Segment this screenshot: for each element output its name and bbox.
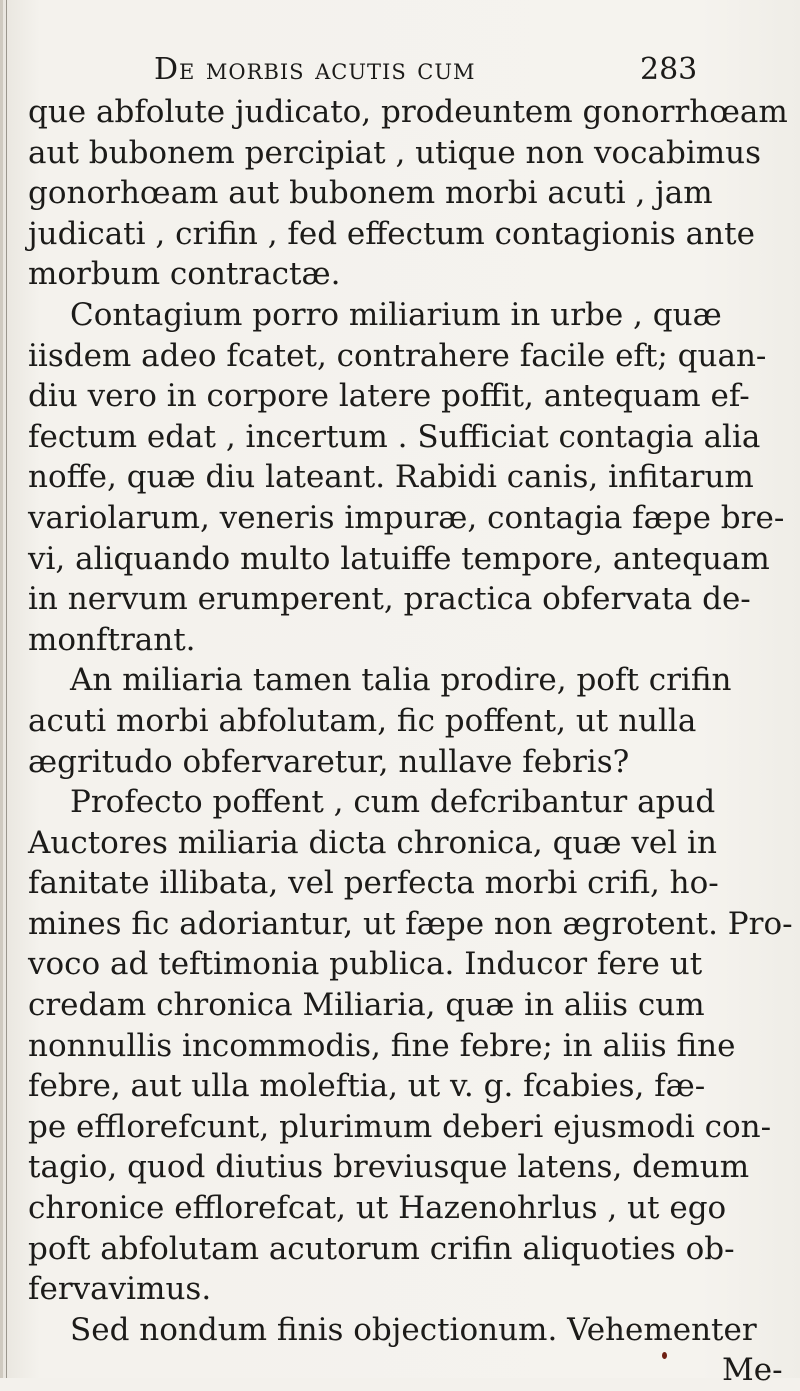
- text-line: vi, aliquando multo latuiffe tempore, antequam: [28, 540, 770, 577]
- catchword: Me-: [722, 1352, 783, 1389]
- page-gutter-shadow: [0, 0, 3, 1378]
- text-line: diu vero in corpore latere poffit, antequam ef-: [28, 378, 750, 415]
- ink-speck: [662, 1352, 667, 1359]
- text-line: iisdem adeo fcatet, contrahere facile eft; quan-: [28, 337, 767, 374]
- page-number: 283: [640, 52, 698, 87]
- text-line: poft abfolutam acutorum crifin aliquoties ob-: [28, 1230, 735, 1267]
- text-line: pe efflorefcunt, plurimum deberi ejusmodi con-: [28, 1108, 772, 1145]
- text-line: ægritudo obfervaretur, nullave febris?: [28, 743, 630, 780]
- text-line: fanitate illibata, vel perfecta morbi crifi, ho-: [28, 865, 719, 902]
- page-header: [130, 52, 730, 96]
- text-line: fectum edat , incertum . Sufficiat contagia alia: [28, 418, 761, 455]
- text-line: acuti morbi abfolutam, fic poffent, ut nulla: [28, 702, 697, 739]
- text-line: chronice efflorefcat, ut Hazenohrlus , ut ego: [28, 1190, 727, 1227]
- body-text: [28, 92, 798, 1391]
- paragraph-start-line: Contagium porro miliarium in urbe , quæ: [70, 296, 722, 333]
- text-line: judicati , crifin , fed effectum contagionis ante: [28, 215, 755, 252]
- text-line: noffe, quæ diu lateant. Rabidi canis, infitarum: [28, 459, 754, 496]
- text-line: tagio, quod diutius breviusque latens, demum: [28, 1149, 750, 1186]
- text-line: fervavimus.: [28, 1271, 212, 1308]
- page-edge-line: [6, 0, 7, 1378]
- paragraph-start-line: Profecto poffent , cum defcribantur apud: [70, 784, 716, 821]
- running-head: De morbis acutis cum: [154, 52, 476, 87]
- text-line: febre, aut ulla moleftia, ut v. g. fcabies, fæ-: [28, 1068, 706, 1105]
- text-line: gonorhœam aut bubonem morbi acuti , jam: [28, 175, 713, 212]
- paragraph-start-line: An miliaria tamen talia prodire, poft crifin: [70, 662, 732, 699]
- text-line: mines fic adoriantur, ut fæpe non ægrotent. Pro-: [28, 905, 793, 942]
- paragraph-start-line: Sed nondum finis objectionum. Vehementer: [70, 1311, 757, 1348]
- text-line: aut bubonem percipiat , utique non vocabimus: [28, 134, 762, 171]
- text-line: nonnullis incommodis, fine febre; in aliis fine: [28, 1027, 736, 1064]
- text-line: morbum contractæ.: [28, 256, 341, 293]
- text-line: credam chronica Miliaria, quæ in aliis cum: [28, 987, 705, 1024]
- text-line: que abfolute judicato, prodeuntem gonorrhœam: [28, 94, 788, 130]
- text-line: voco ad teftimonia publica. Inducor fere ut: [28, 946, 703, 983]
- text-line: variolarum, veneris impuræ, contagia fæpe bre-: [28, 499, 785, 536]
- text-line: Auctores miliaria dicta chronica, quæ vel in: [28, 824, 717, 861]
- text-line: in nervum erumperent, practica obfervata de-: [28, 581, 751, 618]
- text-line: monftrant.: [28, 621, 196, 658]
